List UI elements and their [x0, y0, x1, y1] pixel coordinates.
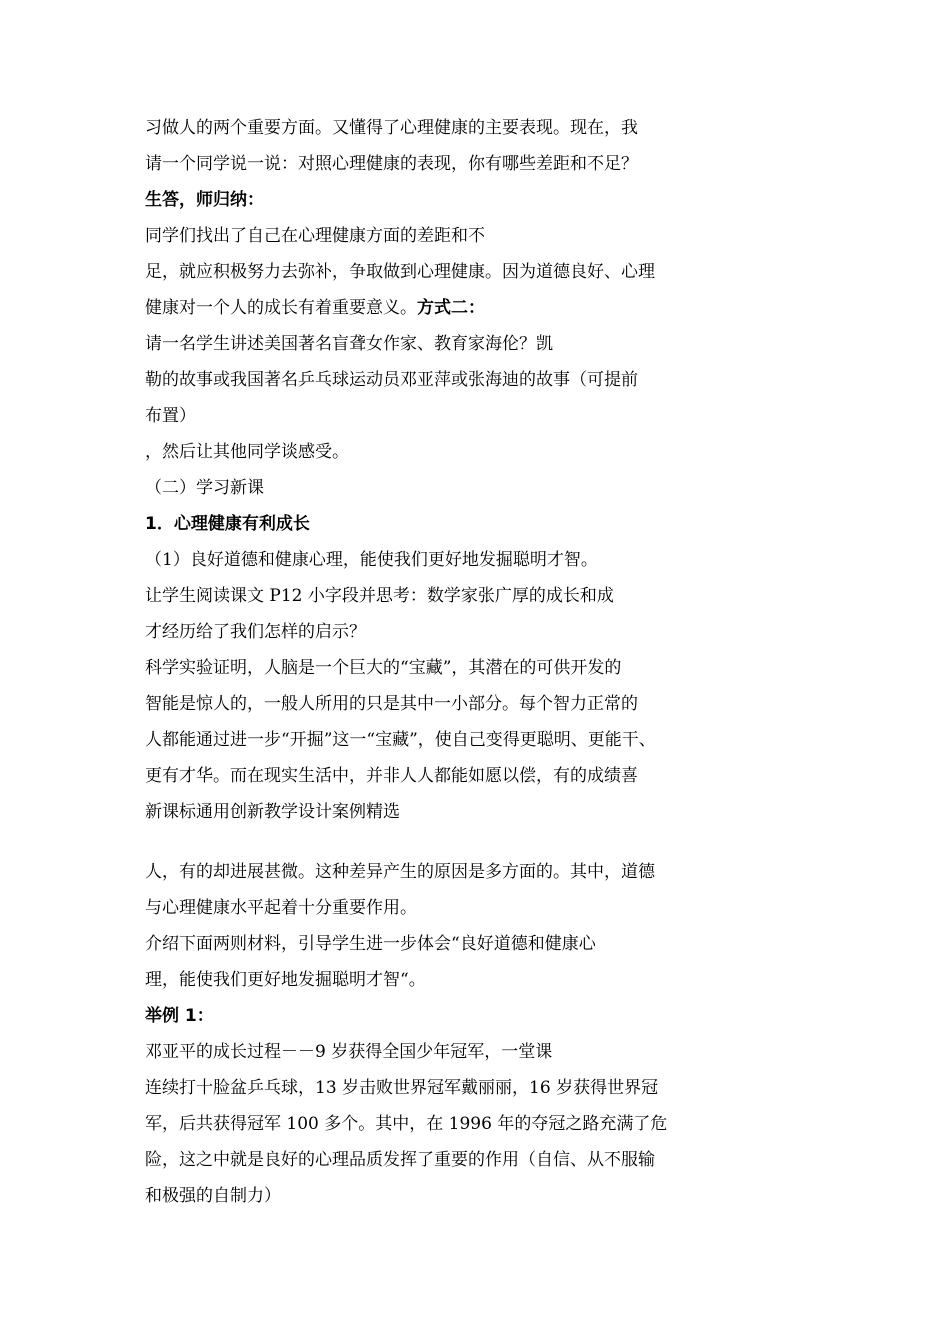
- text-line: 邓亚平的成长过程－－9 岁获得全国少年冠军，一堂课: [145, 1042, 553, 1062]
- text-line: 更有才华。而在现实生活中，并非人人都能如愿以偿，有的成绩喜: [145, 766, 638, 786]
- section-heading: 1．心理健康有利成长: [145, 514, 310, 534]
- text-line: 介绍下面两则材料，引导学生进一步体会“良好道德和健康心: [145, 934, 596, 954]
- text-line: 连续打十脸盆乒乓球，13 岁击败世界冠军戴丽丽，16 岁获得世界冠: [145, 1078, 659, 1098]
- text-line: 布置）: [145, 406, 196, 426]
- text-line: 人都能通过进一步“开掘”这一“宝藏”，使自己变得更聪明、更能干、: [145, 730, 656, 750]
- text-line: 让学生阅读课文 P12 小字段并思考：数学家张广厚的成长和成: [145, 586, 614, 606]
- section-heading: 生答，师归纳：: [145, 190, 264, 210]
- text-line: 请一名学生讲述美国著名盲聋女作家、教育家海伦？凯: [145, 334, 553, 354]
- text-line: 习做人的两个重要方面。又懂得了心理健康的主要表现。现在，我: [145, 118, 638, 138]
- text-line: 同学们找出了自己在心理健康方面的差距和不: [145, 226, 485, 246]
- text-line: 勒的故事或我国著名乒乓球运动员邓亚萍或张海迪的故事（可提前: [145, 370, 638, 390]
- section-heading: 举例 1：: [145, 1006, 214, 1026]
- text-line: 智能是惊人的，一般人所用的只是其中一小部分。每个智力正常的: [145, 694, 638, 714]
- text-line: 人，有的却进展甚微。这种差异产生的原因是多方面的。其中，道德: [145, 862, 655, 882]
- text-line: 险，这之中就是良好的心理品质发挥了重要的作用（自信、从不服输: [145, 1150, 655, 1170]
- text-line: 足，就应积极努力去弥补，争取做到心理健康。因为道德良好、心理: [145, 262, 655, 282]
- text-line: 与心理健康水平起着十分重要作用。: [145, 898, 417, 918]
- text-line: 和极强的自制力）: [145, 1186, 281, 1206]
- text-line: ，然后让其他同学谈感受。: [145, 442, 349, 462]
- text-line: 请一个同学说一说：对照心理健康的表现，你有哪些差距和不足？: [145, 154, 638, 174]
- text-run: 健康对一个人的成长有着重要意义。: [145, 298, 417, 318]
- text-line: （二）学习新课: [145, 478, 264, 498]
- text-line: [145, 297, 485, 319]
- inline-heading: 方式二：: [417, 298, 485, 318]
- text-line: 科学实验证明，人脑是一个巨大的“宝藏”，其潜在的可供开发的: [145, 658, 622, 678]
- text-line: 理，能使我们更好地发掘聪明才智“。: [145, 970, 426, 990]
- text-line: （1）良好道德和健康心理，能使我们更好地发掘聪明才智。: [145, 550, 598, 570]
- text-line: 才经历给了我们怎样的启示？: [145, 622, 366, 642]
- text-line: 军，后共获得冠军 100 多个。其中，在 1996 年的夺冠之路充满了危: [145, 1114, 668, 1134]
- page-footer-text: 新课标通用创新教学设计案例精选: [145, 802, 400, 822]
